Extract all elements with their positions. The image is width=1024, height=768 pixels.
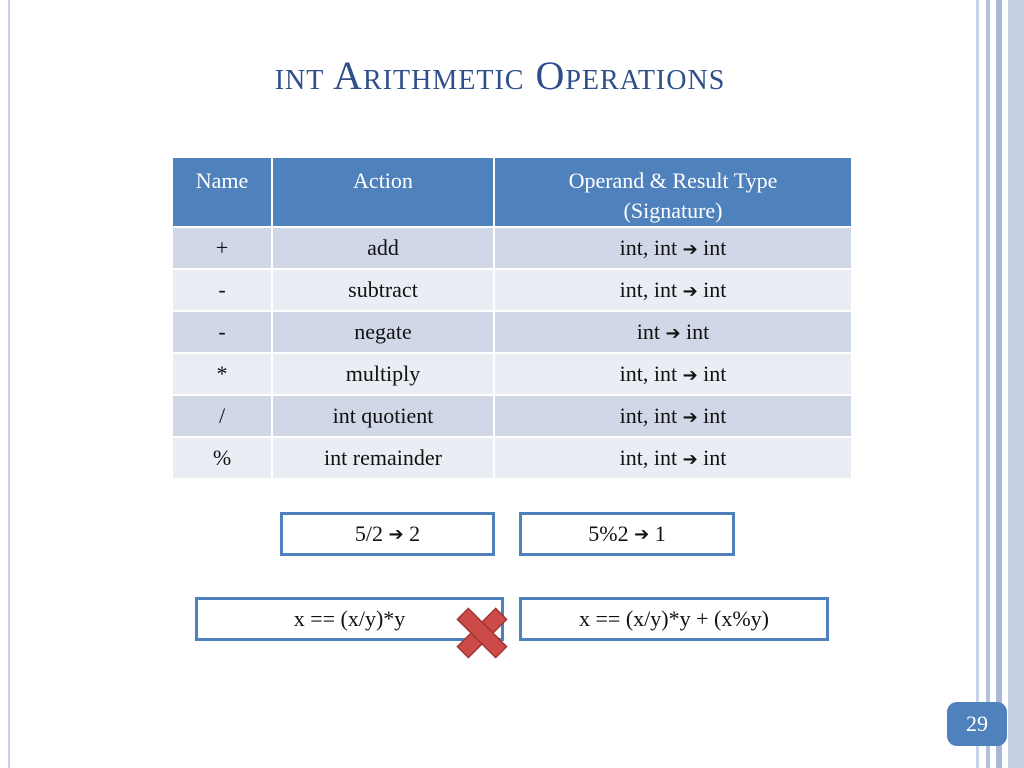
op-signature <box>494 437 852 479</box>
table-row <box>172 437 852 479</box>
slide-title: int Arithmetic Operations <box>274 53 726 98</box>
op-action: add <box>272 227 494 269</box>
table-row <box>172 353 852 395</box>
op-operands: int, int <box>619 277 678 302</box>
wrong-identity-text: x == (x/y)*y <box>293 606 406 631</box>
header-name: Name <box>172 157 272 227</box>
op-signature <box>494 269 852 311</box>
op-signature <box>494 227 852 269</box>
op-result: int <box>703 445 727 470</box>
op-signature <box>494 395 852 437</box>
header-signature-line1: Operand & Result Type <box>568 168 778 193</box>
op-action: multiply <box>272 353 494 395</box>
left-border-line <box>8 0 10 768</box>
table-row <box>172 227 852 269</box>
op-operands: int, int <box>619 235 678 260</box>
operations-table <box>171 156 853 480</box>
table-row <box>172 395 852 437</box>
header-action: Action <box>272 157 494 227</box>
header-signature <box>494 157 852 227</box>
remainder-example-box <box>519 512 735 556</box>
header-signature-line2: (Signature) <box>623 198 723 223</box>
right-arrow-icon: ➔ <box>665 323 681 344</box>
op-signature <box>494 311 852 353</box>
right-identity-text: x == (x/y)*y + (x%y) <box>579 606 769 631</box>
remainder-expr: 5%2 <box>588 521 629 546</box>
op-name: - <box>172 311 272 353</box>
op-result: int <box>686 319 710 344</box>
page-number-badge <box>947 702 1007 746</box>
right-arrow-icon: ➔ <box>388 523 404 545</box>
right-arrow-icon: ➔ <box>682 365 698 386</box>
remainder-result: 1 <box>654 521 666 546</box>
right-arrow-icon: ➔ <box>682 281 698 302</box>
right-arrow-icon: ➔ <box>682 239 698 260</box>
op-name: % <box>172 437 272 479</box>
right-decorative-stripes <box>976 0 1024 768</box>
op-operands: int, int <box>619 361 678 386</box>
op-operands: int <box>636 319 660 344</box>
right-arrow-icon: ➔ <box>682 449 698 470</box>
op-action: int remainder <box>272 437 494 479</box>
op-result: int <box>703 403 727 428</box>
right-identity-box <box>519 597 829 641</box>
op-operands: int, int <box>619 445 678 470</box>
right-arrow-icon: ➔ <box>634 523 650 545</box>
op-name: / <box>172 395 272 437</box>
red-x-icon <box>453 604 511 662</box>
table-header-row <box>172 157 852 227</box>
quotient-expr: 5/2 <box>354 521 384 546</box>
op-name: - <box>172 269 272 311</box>
table-row <box>172 311 852 353</box>
op-action: int quotient <box>272 395 494 437</box>
right-arrow-icon: ➔ <box>682 407 698 428</box>
table-row <box>172 269 852 311</box>
quotient-example-box <box>280 512 495 556</box>
op-result: int <box>703 361 727 386</box>
op-action: subtract <box>272 269 494 311</box>
quotient-result: 2 <box>409 521 421 546</box>
op-name: * <box>172 353 272 395</box>
op-operands: int, int <box>619 403 678 428</box>
op-result: int <box>703 235 727 260</box>
op-signature <box>494 353 852 395</box>
op-result: int <box>703 277 727 302</box>
op-action: negate <box>272 311 494 353</box>
page-number: 29 <box>966 711 988 736</box>
op-name: + <box>172 227 272 269</box>
